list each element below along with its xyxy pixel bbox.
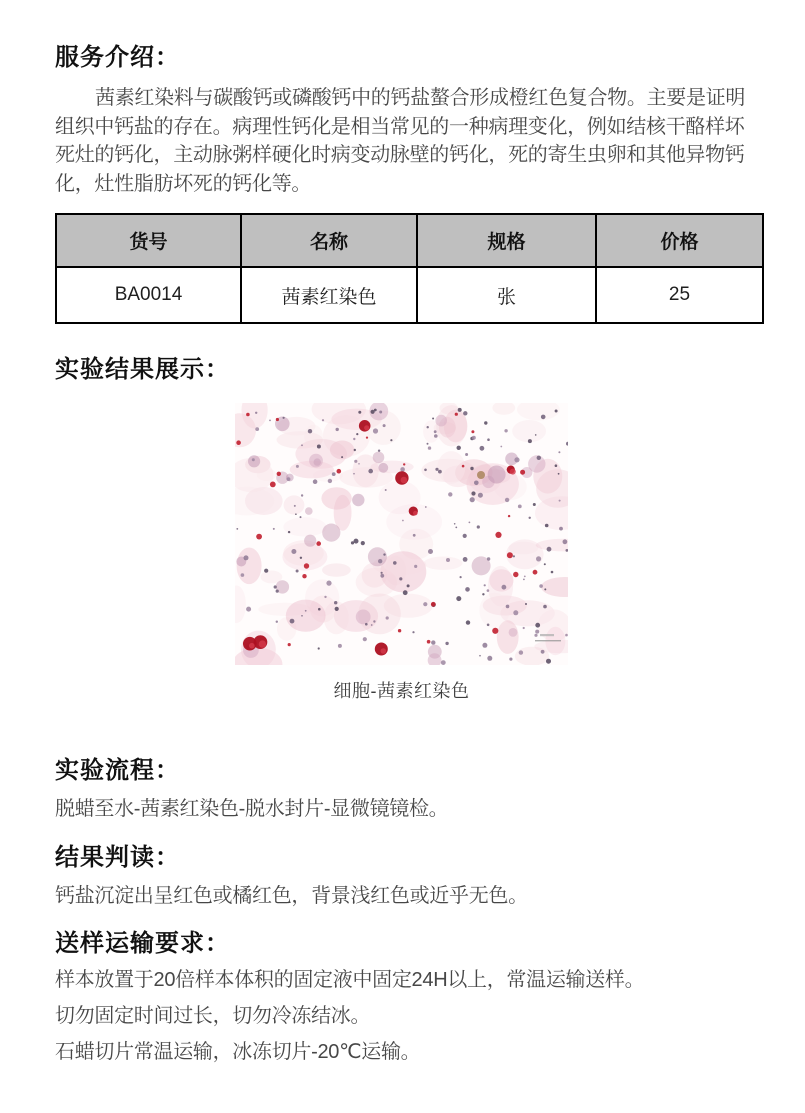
- intro-heading: 服务介绍：: [55, 44, 180, 71]
- col-header-name: 名称: [241, 214, 417, 267]
- col-header-price: 价格: [596, 214, 763, 267]
- price-table: [55, 213, 764, 324]
- cell-name: 茜素红染色: [241, 267, 417, 323]
- micrograph-figure: [235, 403, 568, 665]
- shipping-line: 样本放置于20倍样本体积的固定液中固定24H以上，常温运输送样。: [55, 969, 645, 991]
- procedure-text: 脱蜡至水-茜素红染色-脱水封片-显微镜镜检。: [55, 798, 449, 820]
- cell-price: 25: [596, 267, 763, 323]
- results-heading: 实验结果展示：: [55, 356, 230, 383]
- shipping-line: 石蜡切片常温运输，冰冻切片-20℃运输。: [55, 1041, 421, 1063]
- cell-spec: 张: [417, 267, 596, 323]
- interpretation-heading: 结果判读：: [55, 843, 180, 871]
- procedure-heading: 实验流程：: [55, 757, 180, 784]
- shipping-heading: 送样运输要求：: [55, 930, 230, 957]
- price-table-header-row: [56, 214, 763, 267]
- intro-paragraph: 茜素红染料与碳酸钙或磷酸钙中的钙盐螯合形成橙红色复合物。主要是证明组织中钙盐的存在。病理性钙化是相当常见的一种病理变化，例如结核干酪样坏死灶的钙化，主动脉粥样硬化时病变动脉壁的钙化，死的寄生虫卵和其他异物钙化，灶性脂肪坏死的钙化等。: [55, 87, 746, 195]
- col-header-catalog-no: 货号: [56, 214, 241, 267]
- col-header-spec: 规格: [417, 214, 596, 267]
- micrograph-caption: 细胞-茜素红染色: [333, 681, 470, 701]
- cell-catalog-no: BA0014: [56, 267, 241, 323]
- interpretation-text: 钙盐沉淀出呈红色或橘红色，背景浅红色或近乎无色。: [55, 884, 528, 907]
- shipping-line: 切勿固定时间过长，切勿冷冻结冰。: [55, 1005, 371, 1027]
- table-row: [56, 267, 763, 323]
- micrograph-image: [235, 403, 568, 665]
